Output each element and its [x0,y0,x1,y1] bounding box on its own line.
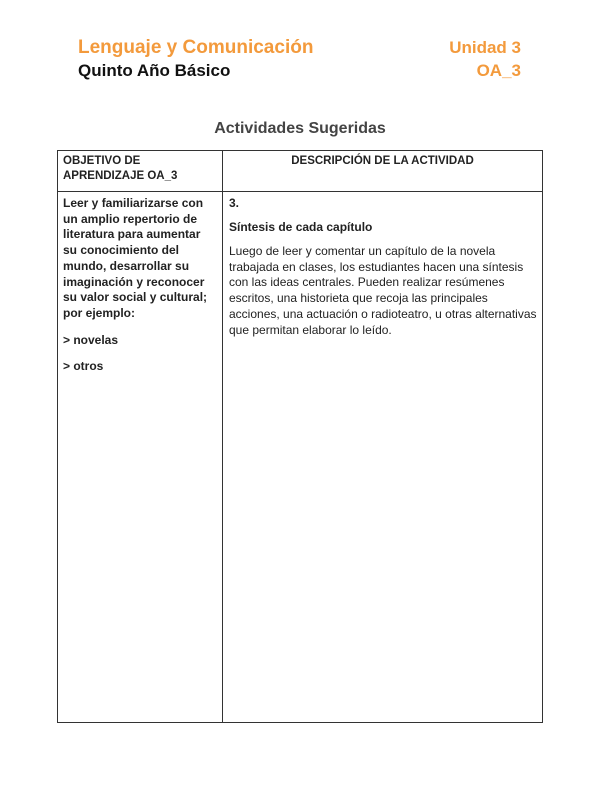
column-divider [222,151,223,722]
header-right [449,36,521,82]
activity-cell [229,196,541,338]
activity-number: 3. [229,196,240,210]
activity-description: Luego de leer y comentar un capítulo de la novela trabajada en clases, los estudiantes hacen una síntesis con las ideas centrales. Pueden realizar resúmenes escritos, una historieta que recoja las principales acciones, una actuación o radioteatro, u otras alternativas que permitan elaborar lo leído. [229,244,537,337]
objective-item-otros: > otros [63,359,104,374]
column-header-description: DESCRIPCIÓN DE LA ACTIVIDAD [291,155,474,167]
column-header-objective: OBJETIVO DE APRENDIZAJE OA_3 [63,155,178,182]
objective-item-novelas: > novelas [63,332,119,347]
grade-title: Quinto Año Básico [78,61,231,80]
objective-code: OA_3 [476,61,521,80]
activity-table [57,150,543,723]
unit-label: Unidad 3 [449,38,521,57]
objective-text: Leer y familiarizarse con un amplio repertorio de literatura para aumentar su conocimiento del mundo, desarrollar su imaginación y reconocer su valor social y cultural; por ejemplo: [63,196,208,320]
header-left [78,36,313,82]
objective-cell [63,196,215,375]
subject-title: Lenguaje y Comunicación [78,37,314,58]
activity-title: Síntesis de cada capítulo [229,220,373,234]
header-divider [58,191,542,192]
section-title: Actividades Sugeridas [214,120,386,137]
